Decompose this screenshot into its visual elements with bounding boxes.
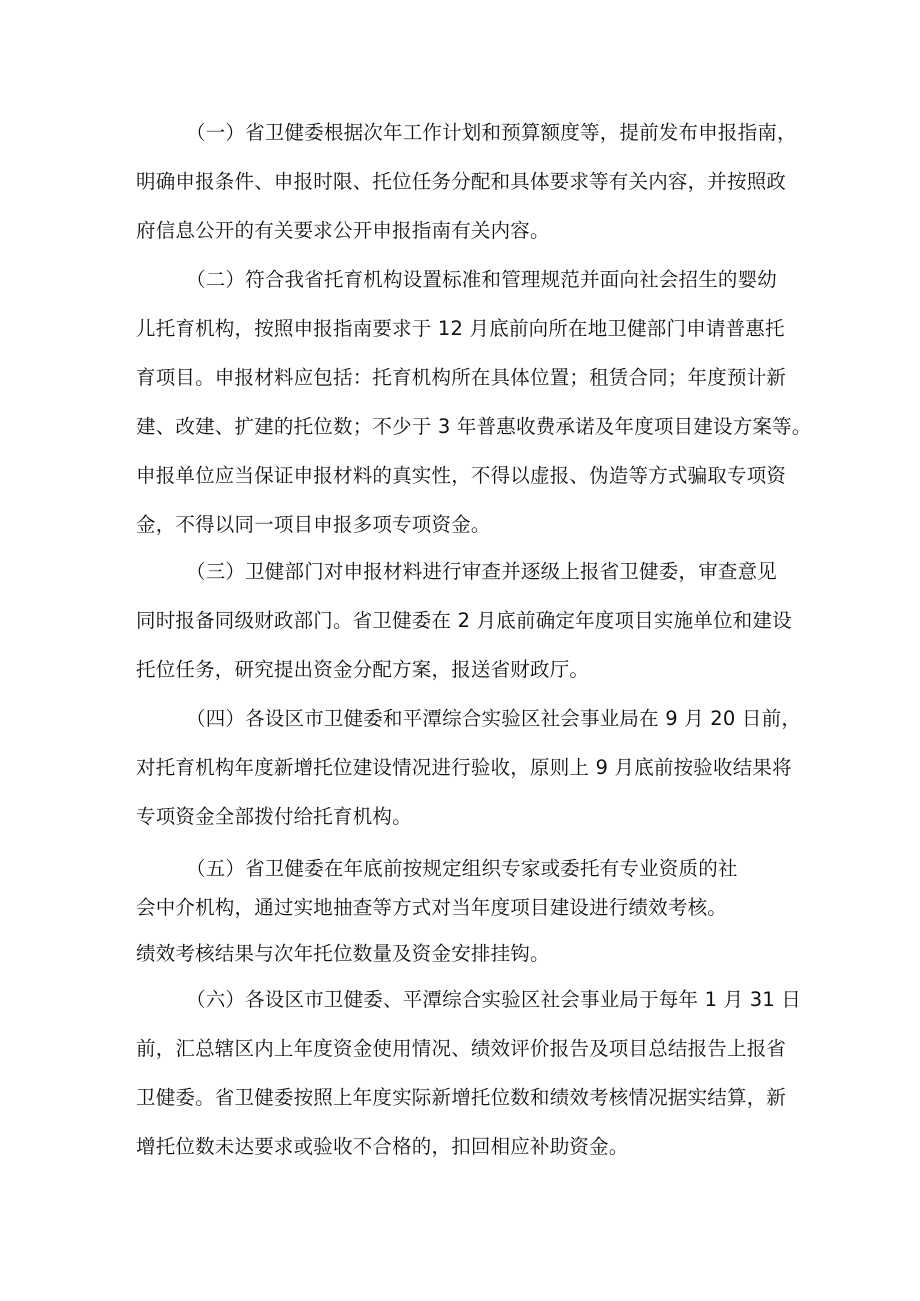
paragraph-6-line-3: 卫健委。省卫健委按照上年度实际新增托位数和绩效考核情况据实结算，新	[136, 1086, 787, 1109]
paragraph-4-line-2: 对托育机构年度新增托位建设情况进行验收，原则上 9 月底前按验收结果将	[136, 756, 792, 779]
paragraph-3-line-3: 托位任务，研究提出资金分配方案，报送省财政厅。	[136, 658, 590, 681]
paragraph-1-line-2: 明确申报条件、申报时限、托位任务分配和具体要求等有关内容，并按照政	[136, 170, 787, 193]
paragraph-5-line-2: 会中介机构，通过实地抽查等方式对当年度项目建设进行绩效考核。	[136, 896, 728, 919]
paragraph-1-line-1: （一）省卫健委根据次年工作计划和预算额度等，提前发布申报指南，	[186, 121, 797, 144]
paragraph-1-line-3: 府信息公开的有关要求公开申报指南有关内容。	[136, 219, 550, 242]
paragraph-5-line-3: 绩效考核结果与次年托位数量及资金安排挂钩。	[136, 942, 550, 965]
paragraph-2-line-1: （二）符合我省托育机构设置标准和管理规范并面向社会招生的婴幼	[186, 268, 778, 291]
paragraph-6-line-2: 前，汇总辖区内上年度资金使用情况、绩效评价报告及项目总结报告上报省	[136, 1037, 787, 1060]
paragraph-4-line-1: （四）各设区市卫健委和平潭综合实验区社会事业局在 9 月 20 日前，	[186, 707, 802, 730]
paragraph-2-line-5: 申报单位应当保证申报材料的真实性，不得以虚报、伪造等方式骗取专项资	[136, 464, 787, 487]
paragraph-5-line-1: （五）省卫健委在年底前按规定组织专家或委托有专业资质的社	[186, 857, 738, 880]
paragraph-2-line-3: 育项目。申报材料应包括：托育机构所在具体位置；租赁合同；年度预计新	[136, 366, 787, 389]
paragraph-4-line-3: 专项资金全部拨付给托育机构。	[136, 805, 412, 828]
paragraph-2-line-2: 儿托育机构，按照申报指南要求于 12 月底前向所在地卫健部门申请普惠托	[136, 317, 785, 340]
paragraph-6-line-4: 增托位数未达要求或验收不合格的，扣回相应补助资金。	[136, 1135, 629, 1158]
paragraph-3-line-1: （三）卫健部门对申报材料进行审查并逐级上报省卫健委，审查意见	[186, 560, 778, 583]
paragraph-2-line-6: 金，不得以同一项目申报多项专项资金。	[136, 513, 491, 536]
paragraph-6-line-1: （六）各设区市卫健委、平潭综合实验区社会事业局于每年 1 月 31 日	[186, 988, 802, 1011]
paragraph-3-line-2: 同时报备同级财政部门。省卫健委在 2 月底前确定年度项目实施单位和建设	[136, 609, 792, 632]
paragraph-2-line-4: 建、改建、扩建的托位数；不少于 3 年普惠收费承诺及年度项目建设方案等。	[136, 415, 812, 438]
